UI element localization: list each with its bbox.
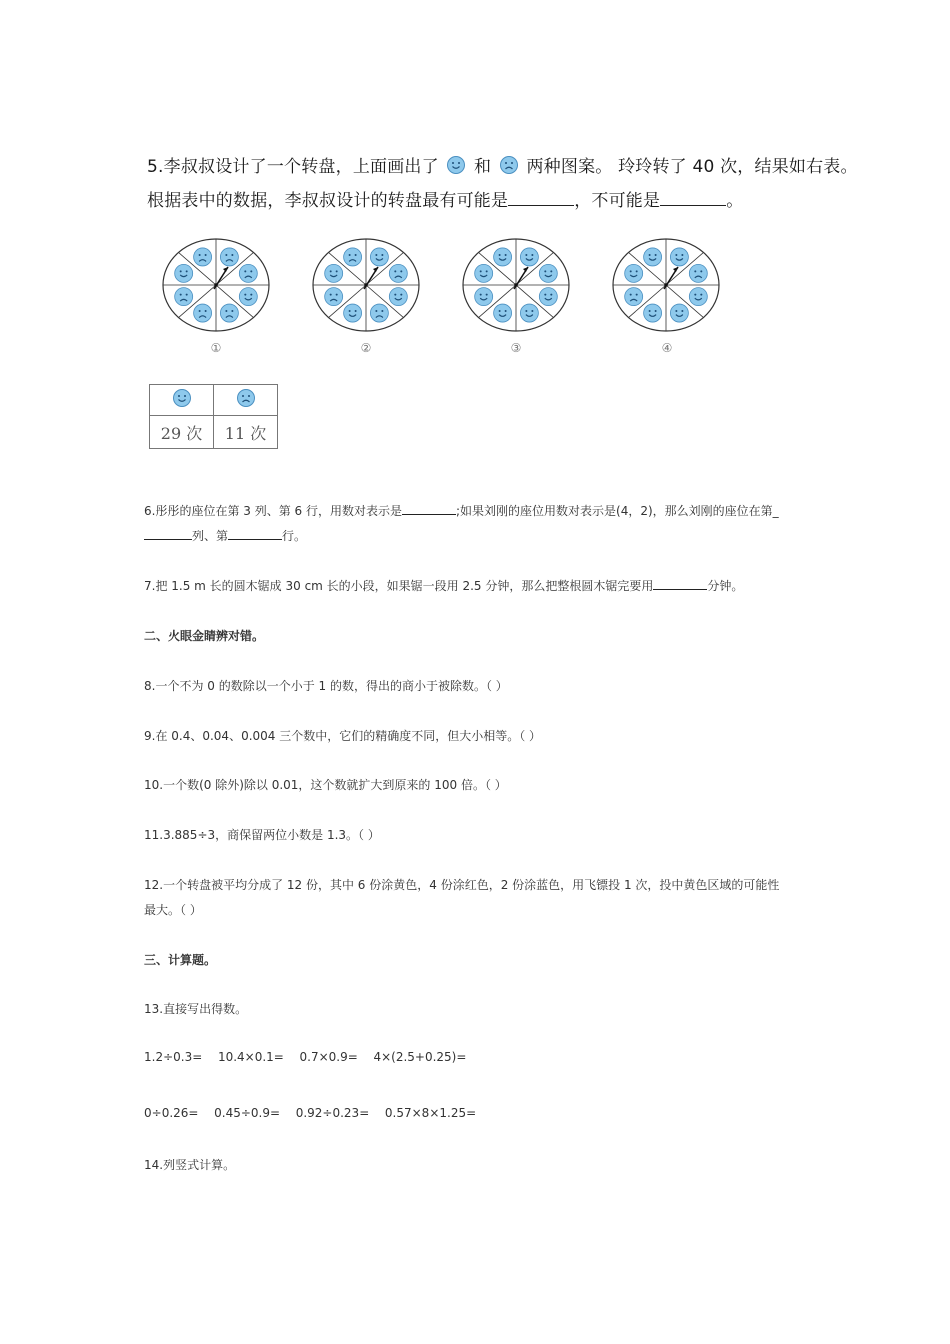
sad-face-icon	[220, 304, 238, 322]
sad-face-icon	[220, 248, 238, 266]
q5-line1-text-b: 和	[474, 157, 492, 177]
sad-face-icon	[389, 264, 407, 282]
table-cell-sad-count: 11 次	[214, 416, 278, 449]
q5-line2-text-a: 根据表中的数据，李叔叔设计的转盘最有可能是	[147, 191, 509, 211]
q9: 9.在 0.4、0.04、0.004 三个数中，它们的精确度不同，但大小相等。（ ）	[144, 729, 542, 743]
smile-face-icon	[494, 248, 512, 266]
smile-face-icon	[644, 248, 662, 266]
smile-face-icon	[475, 288, 493, 306]
spinner-3-label: ③	[510, 341, 522, 355]
smile-face-icon	[520, 304, 538, 322]
smile-face-icon	[539, 264, 557, 282]
spinner-hub	[514, 283, 518, 287]
q13-row1	[144, 1050, 466, 1064]
sad-face-icon	[689, 264, 707, 282]
spinner-4-label: ④	[661, 341, 673, 355]
smile-face-icon	[446, 155, 466, 175]
q12-line1: 12.一个转盘被平均分成了 12 份，其中 6 份涂黄色，4 份涂红色，2 份涂蓝色，用飞镖投 1 次，投中黄色区域的可能性	[144, 878, 780, 892]
answer-blank[interactable]	[402, 503, 456, 515]
smile-face-icon	[520, 248, 538, 266]
q6-line1-text-b: ;如果刘刚的座位用数对表示是(4，2)，那么刘刚的座位在第_	[455, 504, 779, 518]
calc-item: 0.92÷0.23=	[295, 1106, 370, 1120]
spinner-4	[610, 236, 722, 334]
answer-blank[interactable]	[508, 191, 574, 206]
smile-face-icon	[475, 264, 493, 282]
q6-line2-text-b: 行。	[282, 529, 307, 543]
sad-face-icon	[370, 304, 388, 322]
calc-item: 1.2÷0.3=	[144, 1050, 203, 1064]
sad-face-icon	[625, 288, 643, 306]
sad-face-icon	[239, 264, 257, 282]
answer-blank[interactable]	[653, 578, 707, 590]
smile-face-icon	[670, 248, 688, 266]
spinner-1	[160, 236, 272, 334]
table-cell-smile-count: 29 次	[150, 416, 214, 449]
sad-face-icon	[194, 304, 212, 322]
q5-line1-text-a: 5.李叔叔设计了一个转盘，上面画出了	[147, 157, 439, 177]
q5-line1	[147, 152, 858, 177]
q6-line2	[144, 527, 306, 544]
smile-face-icon	[494, 304, 512, 322]
q11: 11.3.885÷3，商保留两位小数是 1.3。（ ）	[144, 828, 380, 842]
smile-face-icon	[539, 288, 557, 306]
q5-line2-text-c: 。	[726, 191, 744, 211]
sad-face-icon	[175, 288, 193, 306]
sad-face-icon	[236, 388, 256, 408]
answer-blank[interactable]	[660, 191, 726, 206]
q7-text-b: 分钟。	[707, 579, 744, 593]
q10: 10.一个数(0 除外)除以 0.01，这个数就扩大到原来的 100 倍。（ ）	[144, 778, 507, 792]
sad-face-icon	[194, 248, 212, 266]
smile-face-icon	[370, 248, 388, 266]
spinner-hub	[214, 283, 218, 287]
calc-item: 0.7×0.9=	[299, 1050, 358, 1064]
q12-line2: 最大。（ ）	[144, 903, 202, 917]
sad-face-icon	[325, 288, 343, 306]
calc-item: 0.45÷0.9=	[214, 1106, 281, 1120]
spinner-1-label: ①	[210, 341, 222, 355]
calc-item: 4×(2.5+0.25)=	[373, 1050, 467, 1064]
q13-row2	[144, 1106, 476, 1120]
q13-title: 13.直接写出得数。	[144, 1002, 248, 1016]
smile-face-icon	[239, 288, 257, 306]
results-table	[149, 384, 278, 449]
smile-face-icon	[389, 288, 407, 306]
smile-face-icon	[175, 264, 193, 282]
table-header-smile	[150, 385, 214, 416]
answer-blank[interactable]	[228, 528, 282, 540]
spinner-hub	[664, 283, 668, 287]
spinner-3	[460, 236, 572, 334]
calc-item: 10.4×0.1=	[217, 1050, 284, 1064]
spinner-2	[310, 236, 422, 334]
q6-line2-text-a: 列、第	[192, 529, 229, 543]
q14-title: 14.列竖式计算。	[144, 1158, 236, 1172]
q6-line1	[144, 502, 779, 519]
calc-item: 0÷0.26=	[144, 1106, 199, 1120]
smile-face-icon	[625, 264, 643, 282]
sad-face-icon	[344, 248, 362, 266]
q5-line2	[147, 186, 743, 211]
smile-face-icon	[689, 288, 707, 306]
answer-blank[interactable]	[144, 528, 192, 540]
smile-face-icon	[172, 388, 192, 408]
smile-face-icon	[670, 304, 688, 322]
spinner-2-label: ②	[360, 341, 372, 355]
q7-text-a: 7.把 1.5 m 长的圆木锯成 30 cm 长的小段，如果锯一段用 2.5 分钟，那么把整根圆木锯完要用	[144, 579, 654, 593]
spinner-hub	[364, 283, 368, 287]
sad-face-icon	[499, 155, 519, 175]
smile-face-icon	[325, 264, 343, 282]
q5-line1-text-c: 两种图案。 玲玲转了 40 次，结果如右表。	[526, 157, 858, 177]
section-3-title: 三、计算题。	[144, 953, 217, 967]
section-2-title: 二、火眼金睛辨对错。	[144, 629, 265, 643]
calc-item: 0.57×8×1.25=	[384, 1106, 477, 1120]
smile-face-icon	[344, 304, 362, 322]
q6-line1-text-a: 6.彤彤的座位在第 3 列、第 6 行，用数对表示是	[144, 504, 402, 518]
smile-face-icon	[644, 304, 662, 322]
q7	[144, 577, 743, 594]
table-header-sad	[214, 385, 278, 416]
q5-line2-text-b: ，不可能是	[574, 191, 661, 211]
q8: 8.一个不为 0 的数除以一个小于 1 的数，得出的商小于被除数。（ ）	[144, 679, 508, 693]
